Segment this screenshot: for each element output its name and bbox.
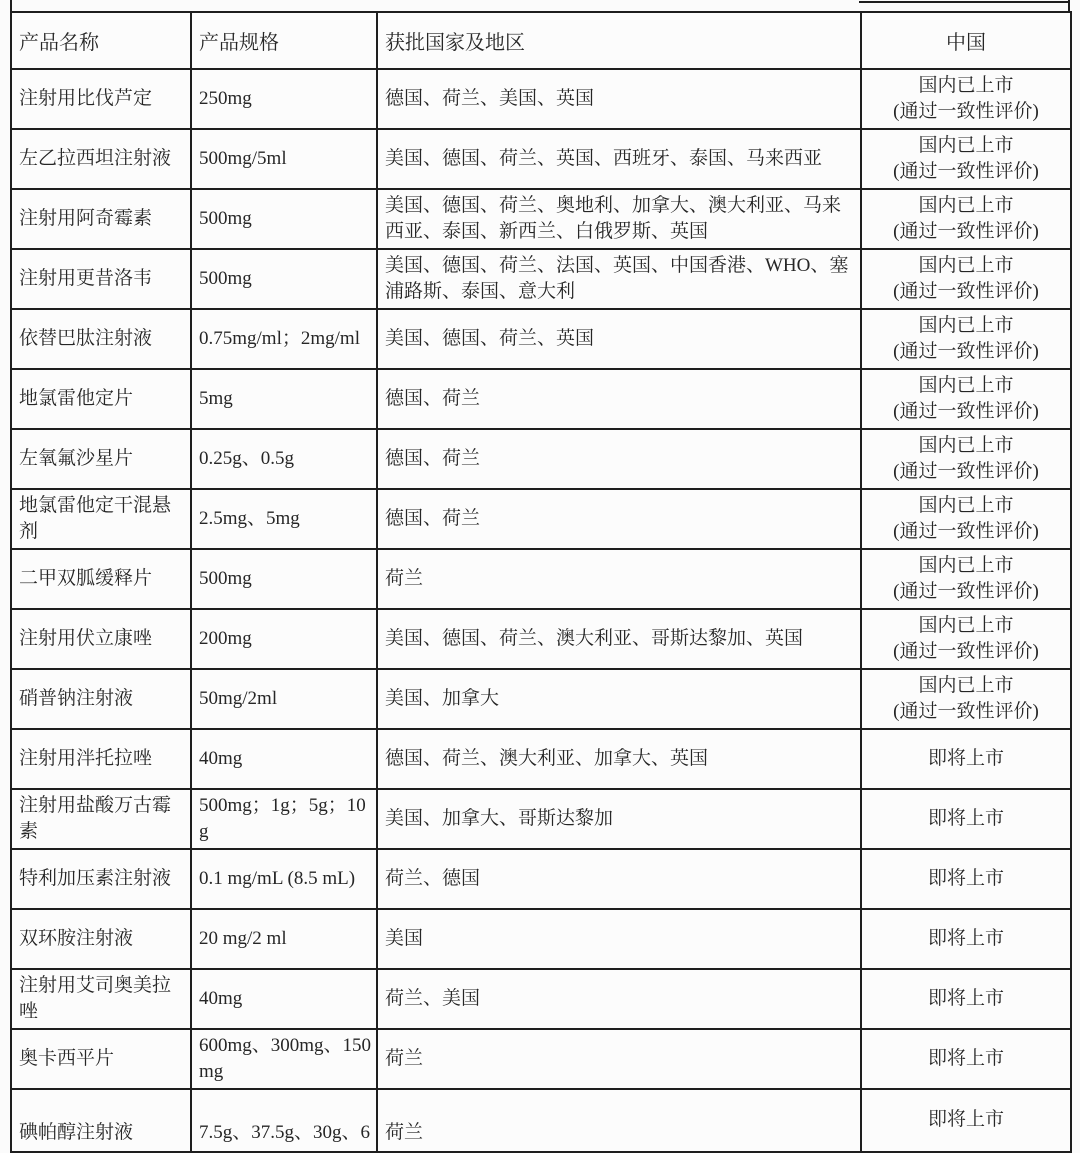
product-name-cell: 地氯雷他定干混悬剂 — [11, 489, 191, 549]
table-row — [11, 489, 1071, 549]
approved-countries-cell: 德国、荷兰、澳大利亚、加拿大、英国 — [377, 729, 861, 789]
table-header — [11, 12, 1071, 69]
approved-countries-cell: 美国、加拿大、哥斯达黎加 — [377, 789, 861, 849]
product-name-cell: 碘帕醇注射液 — [11, 1089, 191, 1152]
product-name-cell: 左氧氟沙星片 — [11, 429, 191, 489]
table-row — [11, 249, 1071, 309]
product-spec-cell: 5mg — [191, 369, 377, 429]
table-row — [11, 369, 1071, 429]
table-row — [11, 1029, 1071, 1089]
approved-countries-cell: 美国 — [377, 909, 861, 969]
table-row — [11, 1089, 1071, 1152]
product-spec-cell: 600mg、300mg、150mg — [191, 1029, 377, 1089]
table-row — [11, 309, 1071, 369]
table-body — [11, 69, 1071, 1152]
product-name-cell: 特利加压素注射液 — [11, 849, 191, 909]
table-row — [11, 789, 1071, 849]
table-row — [11, 849, 1071, 909]
table-row — [11, 909, 1071, 969]
table-row — [11, 129, 1071, 189]
product-name-cell: 左乙拉西坦注射液 — [11, 129, 191, 189]
approved-countries-cell: 美国、德国、荷兰、奥地利、加拿大、澳大利亚、马来西亚、泰国、新西兰、白俄罗斯、英国 — [377, 189, 861, 249]
table-row — [11, 729, 1071, 789]
approved-countries-cell: 美国、加拿大 — [377, 669, 861, 729]
product-name-cell: 双环胺注射液 — [11, 909, 191, 969]
product-name-cell: 注射用更昔洛韦 — [11, 249, 191, 309]
table-row — [11, 69, 1071, 129]
table-row — [11, 969, 1071, 1029]
product-approval-table — [10, 11, 1072, 1153]
product-name-cell: 依替巴肽注射液 — [11, 309, 191, 369]
product-spec-cell: 0.1 mg/mL (8.5 mL) — [191, 849, 377, 909]
product-name-cell: 奥卡西平片 — [11, 1029, 191, 1089]
china-status-cell: 国内已上市 (通过一致性评价) — [861, 69, 1071, 129]
china-status-cell: 国内已上市 (通过一致性评价) — [861, 429, 1071, 489]
table-row — [11, 549, 1071, 609]
approved-countries-cell: 德国、荷兰 — [377, 429, 861, 489]
table-row — [11, 189, 1071, 249]
product-spec-cell: 500mg — [191, 249, 377, 309]
column-header-product-name: 产品名称 — [11, 12, 191, 69]
product-spec-cell: 7.5g、37.5g、30g、6 — [191, 1089, 377, 1152]
column-header-china: 中国 — [861, 12, 1071, 69]
approved-countries-cell: 荷兰、德国 — [377, 849, 861, 909]
table-row — [11, 429, 1071, 489]
china-status-cell: 国内已上市 (通过一致性评价) — [861, 369, 1071, 429]
product-name-cell: 注射用盐酸万古霉素 — [11, 789, 191, 849]
china-status-cell: 国内已上市 (通过一致性评价) — [861, 309, 1071, 369]
product-spec-cell: 40mg — [191, 729, 377, 789]
product-name-cell: 地氯雷他定片 — [11, 369, 191, 429]
product-spec-cell: 0.75mg/ml；2mg/ml — [191, 309, 377, 369]
product-spec-cell: 2.5mg、5mg — [191, 489, 377, 549]
china-status-cell: 国内已上市 (通过一致性评价) — [861, 669, 1071, 729]
china-status-cell: 国内已上市 (通过一致性评价) — [861, 189, 1071, 249]
product-spec-cell: 20 mg/2 ml — [191, 909, 377, 969]
column-header-product-spec: 产品规格 — [191, 12, 377, 69]
product-name-cell: 注射用阿奇霉素 — [11, 189, 191, 249]
product-spec-cell: 500mg/5ml — [191, 129, 377, 189]
product-spec-cell: 500mg — [191, 189, 377, 249]
product-name-cell: 注射用伏立康唑 — [11, 609, 191, 669]
china-status-cell: 国内已上市 (通过一致性评价) — [861, 129, 1071, 189]
approved-countries-cell: 德国、荷兰 — [377, 489, 861, 549]
china-status-cell: 国内已上市 (通过一致性评价) — [861, 549, 1071, 609]
china-status-cell: 即将上市 — [861, 969, 1071, 1029]
china-status-cell: 国内已上市 (通过一致性评价) — [861, 489, 1071, 549]
approved-countries-cell: 荷兰 — [377, 1029, 861, 1089]
product-name-cell: 硝普钠注射液 — [11, 669, 191, 729]
table-row — [11, 609, 1071, 669]
china-status-cell: 即将上市 — [861, 729, 1071, 789]
approved-countries-cell: 美国、德国、荷兰、英国 — [377, 309, 861, 369]
product-spec-cell: 0.25g、0.5g — [191, 429, 377, 489]
product-name-cell: 二甲双胍缓释片 — [11, 549, 191, 609]
china-status-cell: 即将上市 — [861, 909, 1071, 969]
china-status-cell: 即将上市 — [861, 849, 1071, 909]
product-spec-cell: 250mg — [191, 69, 377, 129]
china-status-cell: 即将上市 — [861, 1029, 1071, 1089]
approved-countries-cell: 美国、德国、荷兰、英国、西班牙、泰国、马来西亚 — [377, 129, 861, 189]
china-status-cell: 即将上市 — [861, 1089, 1071, 1152]
column-header-approved-countries: 获批国家及地区 — [377, 12, 861, 69]
approved-countries-cell: 荷兰 — [377, 1089, 861, 1152]
header-row — [11, 12, 1071, 69]
china-status-cell: 国内已上市 (通过一致性评价) — [861, 249, 1071, 309]
top-horizontal-border-fragment — [859, 1, 1070, 3]
product-spec-cell: 500mg — [191, 549, 377, 609]
approved-countries-cell: 德国、荷兰 — [377, 369, 861, 429]
product-name-cell: 注射用艾司奥美拉唑 — [11, 969, 191, 1029]
approved-countries-cell: 荷兰、美国 — [377, 969, 861, 1029]
product-spec-cell: 500mg；1g；5g；10g — [191, 789, 377, 849]
product-name-cell: 注射用泮托拉唑 — [11, 729, 191, 789]
china-status-cell: 即将上市 — [861, 789, 1071, 849]
product-spec-cell: 50mg/2ml — [191, 669, 377, 729]
product-spec-cell: 40mg — [191, 969, 377, 1029]
china-status-cell: 国内已上市 (通过一致性评价) — [861, 609, 1071, 669]
product-spec-cell: 200mg — [191, 609, 377, 669]
product-name-cell: 注射用比伐芦定 — [11, 69, 191, 129]
table-row — [11, 669, 1071, 729]
approved-countries-cell: 德国、荷兰、美国、英国 — [377, 69, 861, 129]
approved-countries-cell: 美国、德国、荷兰、法国、英国、中国香港、WHO、塞浦路斯、泰国、意大利 — [377, 249, 861, 309]
approved-countries-cell: 美国、德国、荷兰、澳大利亚、哥斯达黎加、英国 — [377, 609, 861, 669]
approved-countries-cell: 荷兰 — [377, 549, 861, 609]
